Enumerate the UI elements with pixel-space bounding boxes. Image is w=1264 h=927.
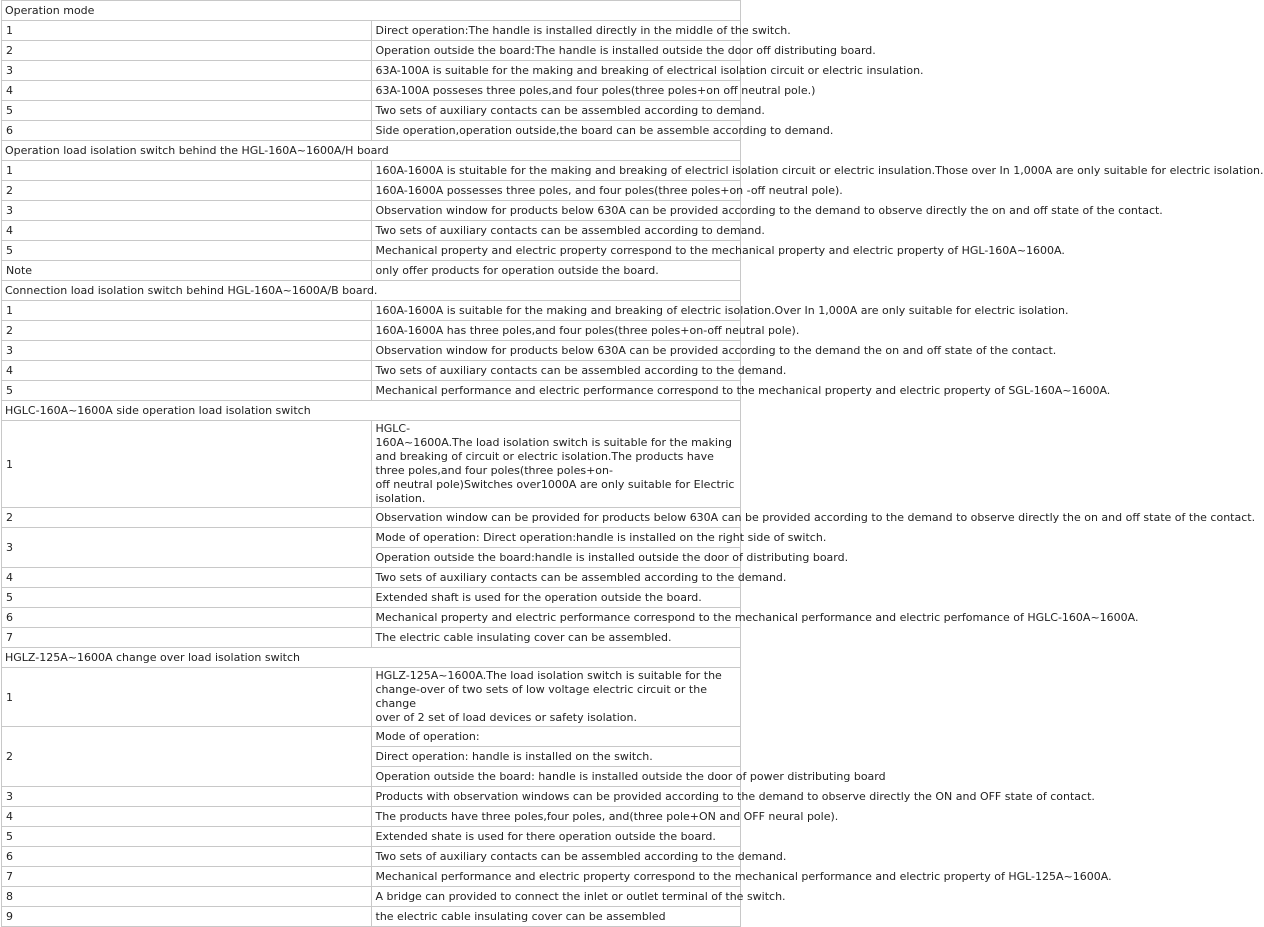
row-text: Mechanical property and electric performance correspond to the mechanical performance and electric perfomance of HGLC-160A~1600A. <box>371 608 741 628</box>
specification-table <box>1 0 1264 927</box>
row-number: 3 <box>2 61 372 81</box>
text-line: over of 2 set of load devices or safety isolation. <box>375 711 637 724</box>
row-number: 3 <box>2 528 372 568</box>
table-row <box>2 41 741 61</box>
table-row <box>2 568 741 588</box>
table-row <box>2 508 741 528</box>
section-title: Connection load isolation switch behind HGL-160A~1600A/B board. <box>2 281 741 301</box>
row-number: 2 <box>2 727 372 787</box>
table-row <box>2 867 741 887</box>
row-text: Two sets of auxiliary contacts can be assembled according to the demand. <box>371 847 741 867</box>
row-number: 7 <box>2 628 372 648</box>
table-row <box>2 628 741 648</box>
row-text: The products have three poles,four poles, and(three pole+ON and OFF neural pole). <box>371 807 741 827</box>
row-number: 2 <box>2 41 372 61</box>
section-title: Operation mode <box>2 1 741 21</box>
table-row <box>2 361 741 381</box>
table-row <box>2 241 741 261</box>
row-number: 5 <box>2 588 372 608</box>
row-number: 5 <box>2 381 372 401</box>
text-line: HGLZ-125A~1600A.The load isolation switch is suitable for the change-over of two sets of low voltage electric circuit or the change <box>375 669 722 710</box>
table-row <box>2 608 741 628</box>
row-text: Products with observation windows can be provided according to the demand to observe directly the ON and OFF state of contact. <box>371 787 741 807</box>
row-number: 4 <box>2 221 372 241</box>
table-row <box>2 161 741 181</box>
section-header <box>2 648 741 668</box>
section-title: HGLC-160A~1600A side operation load isolation switch <box>2 401 741 421</box>
table-row <box>2 381 741 401</box>
row-text: Extended shate is used for there operation outside the board. <box>371 827 741 847</box>
row-text: the electric cable insulating cover can be assembled <box>371 907 741 927</box>
row-text: 160A-1600A has three poles,and four poles(three poles+on-off neutral pole). <box>371 321 741 341</box>
row-number: 3 <box>2 787 372 807</box>
row-number: 8 <box>2 887 372 907</box>
table-row <box>2 61 741 81</box>
row-text: Direct operation:The handle is installed directly in the middle of the switch. <box>371 21 741 41</box>
table-row <box>2 121 741 141</box>
table-row <box>2 421 741 508</box>
row-number: 1 <box>2 161 372 181</box>
row-text: 63A-100A is suitable for the making and breaking of electrical isolation circuit or electric insulation. <box>371 61 741 81</box>
table-row <box>2 787 741 807</box>
table-row <box>2 727 741 747</box>
section-header <box>2 141 741 161</box>
table-row <box>2 201 741 221</box>
row-number: 1 <box>2 301 372 321</box>
row-text: Observation window for products below 630A can be provided according to the demand to observe directly the on and off state of the contact. <box>371 201 741 221</box>
row-text: 160A-1600A is suitable for the making and breaking of electric isolation.Over In 1,000A are only suitable for electric isolation. <box>371 301 741 321</box>
row-number: 4 <box>2 568 372 588</box>
table-row <box>2 81 741 101</box>
table-row <box>2 807 741 827</box>
row-text <box>371 668 741 727</box>
table-row <box>2 887 741 907</box>
table-row <box>2 261 741 281</box>
table-row <box>2 181 741 201</box>
row-text: Mode of operation: Direct operation:handle is installed on the right side of switch. <box>371 528 741 548</box>
section-header <box>2 1 741 21</box>
row-number: 1 <box>2 21 372 41</box>
row-number: 9 <box>2 907 372 927</box>
text-line: HGLC- <box>375 422 411 435</box>
table-row <box>2 907 741 927</box>
row-number: 6 <box>2 847 372 867</box>
row-number: 2 <box>2 321 372 341</box>
row-number: 6 <box>2 608 372 628</box>
section-title: HGLZ-125A~1600A change over load isolation switch <box>2 648 741 668</box>
table-row <box>2 847 741 867</box>
row-number: 2 <box>2 181 372 201</box>
row-number: 4 <box>2 81 372 101</box>
row-text: Mechanical performance and electric property correspond to the mechanical performance and electric property of HGL-125A~1600A. <box>371 867 741 887</box>
row-number: 2 <box>2 508 372 528</box>
row-text: The electric cable insulating cover can be assembled. <box>371 628 741 648</box>
row-text: only offer products for operation outside the board. <box>371 261 741 281</box>
section-header <box>2 281 741 301</box>
table-row <box>2 101 741 121</box>
row-text: Mechanical performance and electric performance correspond to the mechanical property and electric property of SGL-160A~1600A. <box>371 381 741 401</box>
row-text: A bridge can provided to connect the inlet or outlet terminal of the switch. <box>371 887 741 907</box>
row-number: 5 <box>2 241 372 261</box>
row-text: Observation window for products below 630A can be provided according to the demand the on and off state of the contact. <box>371 341 741 361</box>
row-text: Extended shaft is used for the operation outside the board. <box>371 588 741 608</box>
row-text: Two sets of auxiliary contacts can be assembled according to the demand. <box>371 568 741 588</box>
row-text: Two sets of auxiliary contacts can be assembled according to the demand. <box>371 361 741 381</box>
table-row <box>2 221 741 241</box>
row-text: 160A-1600A is stuitable for the making and breaking of electricl isolation circuit or electric insulation.Those over In 1,000A are only suitable for electric isolation. <box>371 161 741 181</box>
row-number: 4 <box>2 807 372 827</box>
row-text: Side operation,operation outside,the board can be assemble according to demand. <box>371 121 741 141</box>
row-text: Operation outside the board:The handle is installed outside the door off distributing board. <box>371 41 741 61</box>
row-number: 1 <box>2 421 372 508</box>
row-text: Direct operation: handle is installed on the switch. <box>371 747 741 767</box>
row-text: 160A-1600A possesses three poles, and four poles(three poles+on -off neutral pole). <box>371 181 741 201</box>
row-text: Two sets of auxiliary contacts can be assembled according to demand. <box>371 101 741 121</box>
table-row <box>2 301 741 321</box>
row-text: Observation window can be provided for products below 630A can be provided according to the demand to observe directly the on and off state of the contact. <box>371 508 741 528</box>
text-line: off neutral pole)Switches over1000A are only suitable for Electric isolation. <box>375 478 735 505</box>
row-text: Operation outside the board:handle is installed outside the door of distributing board. <box>371 548 741 568</box>
row-number: 6 <box>2 121 372 141</box>
table-row <box>2 341 741 361</box>
row-number: 3 <box>2 341 372 361</box>
row-number: 5 <box>2 101 372 121</box>
text-line: 160A~1600A.The load isolation switch is suitable for the making and breaking of circuit or electric isolation.The products have three poles,and four poles(three poles+on- <box>375 436 732 477</box>
row-text: Two sets of auxiliary contacts can be assembled according to demand. <box>371 221 741 241</box>
row-text: 63A-100A posseses three poles,and four poles(three poles+on off neutral pole.) <box>371 81 741 101</box>
row-number: 5 <box>2 827 372 847</box>
row-number: 4 <box>2 361 372 381</box>
row-number: 1 <box>2 668 372 727</box>
table-row <box>2 588 741 608</box>
row-number: 3 <box>2 201 372 221</box>
table-row <box>2 321 741 341</box>
row-number: 7 <box>2 867 372 887</box>
row-text: Operation outside the board: handle is installed outside the door of power distributing board <box>371 767 741 787</box>
table-row <box>2 21 741 41</box>
section-header <box>2 401 741 421</box>
row-text <box>371 421 741 508</box>
table-row <box>2 528 741 548</box>
table-row <box>2 668 741 727</box>
row-text: Mechanical property and electric property correspond to the mechanical property and electric property of HGL-160A~1600A. <box>371 241 741 261</box>
row-number: Note <box>2 261 372 281</box>
table-row <box>2 827 741 847</box>
row-text: Mode of operation: <box>371 727 741 747</box>
section-title: Operation load isolation switch behind the HGL-160A~1600A/H board <box>2 141 741 161</box>
